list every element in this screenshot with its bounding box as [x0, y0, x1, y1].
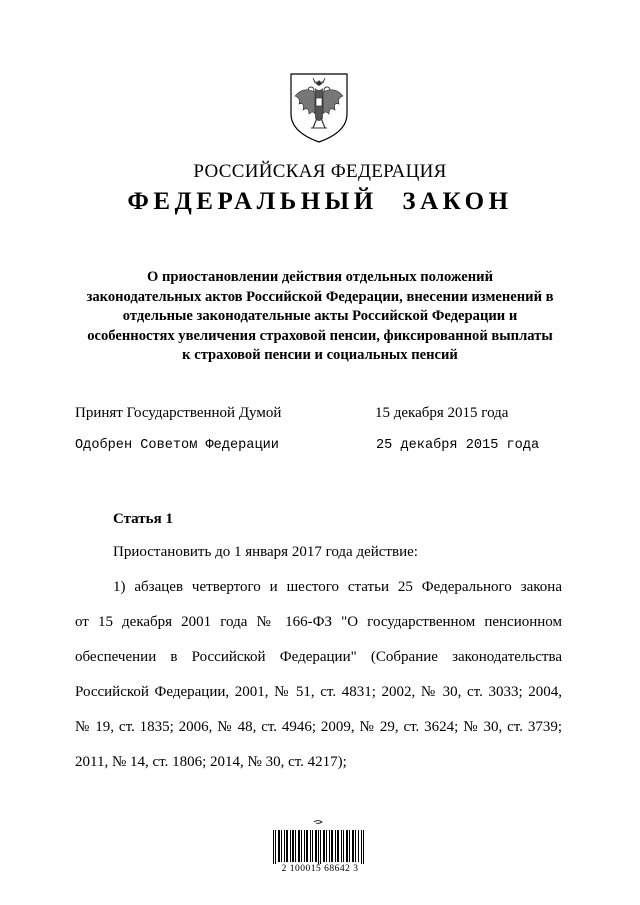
law-type-title: ФЕДЕРАЛЬНЫЙ ЗАКОН [127, 188, 513, 215]
article-item-line: обеспечении в Российской Федерации" (Собрание законодательства [75, 649, 562, 665]
duma-adoption-label: Принят Государственной Думой [75, 405, 282, 421]
subject-line: законодательных актов Российской Федерации, внесении изменений в [86, 288, 554, 305]
subject-line: особенностях увеличения страховой пенсии, фиксированной выплаты [87, 327, 553, 344]
subject-line: отдельные законодательные акты Российской Федерации и [122, 308, 518, 324]
subject-line: О приостановлении действия отдельных положений [147, 269, 493, 285]
article-item-line: 2011, № 14, ст. 1806; 2014, № 30, ст. 4217); [75, 754, 347, 770]
council-approval-label: Одобрен Советом Федерации [75, 438, 279, 453]
article-item-line: от 15 декабря 2001 года № 166-ФЗ "О государственном пенсионном [75, 614, 562, 630]
article-intro: Приостановить до 1 января 2017 года действие: [113, 544, 418, 560]
article-item-line: Российской Федерации, 2001, № 51, ст. 4831; 2002, № 30, ст. 3033; 2004, [75, 684, 562, 700]
duma-adoption-date: 15 декабря 2015 года [375, 405, 509, 421]
subject-line: к страховой пенсии и социальных пенсий [182, 347, 458, 363]
article-heading: Статья 1 [113, 511, 173, 527]
law-subject-title [60, 268, 580, 366]
council-approval-date: 25 декабря 2015 года [376, 438, 540, 453]
country-name: РОССИЙСКАЯ ФЕДЕРАЦИЯ [193, 161, 447, 182]
article-item-line: № 19, ст. 1835; 2006, № 48, ст. 4946; 2009, № 29, ст. 3624; № 30, ст. 3739; [75, 719, 562, 735]
coat-of-arms-emblem-icon [287, 70, 351, 144]
article-item-line: 1) абзацев четвертого и шестого статьи 25 Федерального закона [113, 579, 562, 595]
barcode-number: 2 100015 68642 3 [281, 864, 359, 874]
